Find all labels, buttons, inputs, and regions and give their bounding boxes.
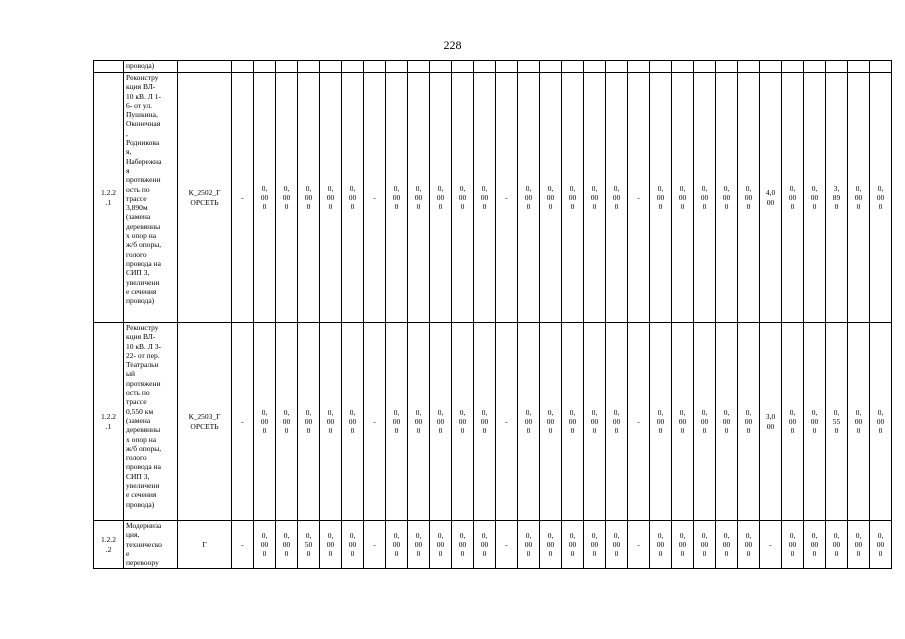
value-cell: 0, 00 0 bbox=[870, 73, 892, 323]
value-cell: 0, 00 0 bbox=[804, 323, 826, 521]
value-cell: 0, 00 0 bbox=[782, 521, 804, 569]
value-cell bbox=[738, 61, 760, 73]
value-cell: 0, 00 0 bbox=[672, 323, 694, 521]
value-cell: 0, 00 0 bbox=[430, 323, 452, 521]
value-cell: 0, 00 0 bbox=[320, 521, 342, 569]
value-cell: 0, 00 0 bbox=[782, 73, 804, 323]
value-cell bbox=[760, 61, 782, 73]
value-cell: 0, 00 0 bbox=[430, 521, 452, 569]
value-cell: 0, 00 0 bbox=[782, 323, 804, 521]
value-cell: 0, 00 0 bbox=[738, 73, 760, 323]
value-cell: 0, 00 0 bbox=[276, 521, 298, 569]
value-cell bbox=[298, 61, 320, 73]
value-cell: 0, 55 0 bbox=[826, 323, 848, 521]
value-cell: 0, 00 0 bbox=[870, 323, 892, 521]
value-cell bbox=[584, 61, 606, 73]
value-cell: 0, 00 0 bbox=[716, 73, 738, 323]
table-row bbox=[94, 323, 892, 521]
value-cell bbox=[364, 61, 386, 73]
value-cell: 0, 00 0 bbox=[320, 73, 342, 323]
value-cell: 0, 00 0 bbox=[386, 323, 408, 521]
row-name-cell: провода) bbox=[124, 61, 178, 73]
table-row bbox=[94, 73, 892, 323]
value-cell: 0, 00 0 bbox=[276, 73, 298, 323]
value-cell: 0, 00 0 bbox=[562, 73, 584, 323]
value-cell bbox=[870, 61, 892, 73]
value-cell: - bbox=[232, 323, 254, 521]
value-cell: 0, 00 0 bbox=[650, 73, 672, 323]
table-row bbox=[94, 521, 892, 569]
value-cell: 0, 00 0 bbox=[694, 323, 716, 521]
value-cell: 0, 00 0 bbox=[672, 73, 694, 323]
value-cell: - bbox=[628, 521, 650, 569]
value-cell bbox=[342, 61, 364, 73]
value-cell bbox=[606, 61, 628, 73]
value-cell: 0, 00 0 bbox=[540, 323, 562, 521]
value-cell: - bbox=[760, 521, 782, 569]
value-cell bbox=[628, 61, 650, 73]
row-name-cell: Модерниза ция, техническо е перевоору bbox=[124, 521, 178, 569]
value-cell: 0, 00 0 bbox=[298, 323, 320, 521]
value-cell: 0, 00 0 bbox=[562, 323, 584, 521]
value-cell bbox=[540, 61, 562, 73]
value-cell: 0, 00 0 bbox=[518, 521, 540, 569]
value-cell: 0, 00 0 bbox=[342, 73, 364, 323]
value-cell: 0, 00 0 bbox=[848, 73, 870, 323]
value-cell: 0, 00 0 bbox=[584, 73, 606, 323]
value-cell: 0, 00 0 bbox=[650, 323, 672, 521]
value-cell: 0, 00 0 bbox=[408, 323, 430, 521]
row-id-cell bbox=[94, 61, 124, 73]
value-cell: 0, 00 0 bbox=[584, 323, 606, 521]
value-cell bbox=[804, 61, 826, 73]
value-cell bbox=[276, 61, 298, 73]
value-cell: 0, 00 0 bbox=[452, 323, 474, 521]
value-cell: 0, 00 0 bbox=[562, 521, 584, 569]
value-cell: 0, 00 0 bbox=[474, 73, 496, 323]
data-table bbox=[93, 60, 892, 569]
value-cell bbox=[408, 61, 430, 73]
value-cell: 0, 00 0 bbox=[650, 521, 672, 569]
value-cell: 0, 00 0 bbox=[738, 521, 760, 569]
value-cell bbox=[452, 61, 474, 73]
value-cell: 0, 00 0 bbox=[584, 521, 606, 569]
row-code-cell: К_2503_Г ОРСЕТЬ bbox=[178, 323, 232, 521]
row-name-cell: Реконстру кция ВЛ- 10 кВ. Л 1- 6- от ул. Пушкина, Оконечная , Родникова я, Набережна я протяжени ость по трассе 3,890м (замена деревянны х опор на ж/б опоры, голого провода на СИП 3, увеличени е сечения провода) bbox=[124, 73, 178, 323]
value-cell bbox=[254, 61, 276, 73]
value-cell bbox=[694, 61, 716, 73]
value-cell bbox=[650, 61, 672, 73]
value-cell: 0, 00 0 bbox=[848, 323, 870, 521]
value-cell: 0, 00 0 bbox=[342, 521, 364, 569]
value-cell: 0, 00 0 bbox=[716, 521, 738, 569]
value-cell bbox=[848, 61, 870, 73]
value-cell: 0, 00 0 bbox=[254, 323, 276, 521]
value-cell: 0, 00 0 bbox=[474, 521, 496, 569]
value-cell bbox=[178, 61, 232, 73]
value-cell bbox=[386, 61, 408, 73]
value-cell bbox=[320, 61, 342, 73]
page-number: 228 bbox=[443, 38, 462, 52]
value-cell: 0, 00 0 bbox=[452, 521, 474, 569]
value-cell: 0, 00 0 bbox=[848, 521, 870, 569]
value-cell bbox=[496, 61, 518, 73]
value-cell: - bbox=[364, 521, 386, 569]
value-cell: 0, 00 0 bbox=[606, 323, 628, 521]
value-cell bbox=[826, 61, 848, 73]
value-cell: 0, 00 0 bbox=[430, 73, 452, 323]
value-cell: 3,0 00 bbox=[760, 323, 782, 521]
value-cell: 0, 00 0 bbox=[298, 73, 320, 323]
table-row bbox=[94, 61, 892, 73]
value-cell: 0, 00 0 bbox=[738, 323, 760, 521]
value-cell: 0, 00 0 bbox=[540, 521, 562, 569]
value-cell: 0, 00 0 bbox=[606, 521, 628, 569]
value-cell: 0, 00 0 bbox=[804, 521, 826, 569]
value-cell: 0, 00 0 bbox=[518, 323, 540, 521]
value-cell bbox=[672, 61, 694, 73]
value-cell: 0, 00 0 bbox=[518, 73, 540, 323]
value-cell: 0, 00 0 bbox=[452, 73, 474, 323]
value-cell: 0, 00 0 bbox=[606, 73, 628, 323]
value-cell: 3, 89 0 bbox=[826, 73, 848, 323]
value-cell: 0, 00 0 bbox=[276, 323, 298, 521]
value-cell: - bbox=[496, 521, 518, 569]
value-cell: 0, 00 0 bbox=[694, 73, 716, 323]
value-cell: 0, 00 0 bbox=[320, 323, 342, 521]
row-id-cell: 1.2.2 .2 bbox=[94, 521, 124, 569]
value-cell: 0, 00 0 bbox=[716, 323, 738, 521]
row-code-cell: Г bbox=[178, 521, 232, 569]
row-code-cell: К_2502_Г ОРСЕТЬ bbox=[178, 73, 232, 323]
value-cell: - bbox=[232, 521, 254, 569]
value-cell: 0, 00 0 bbox=[804, 73, 826, 323]
value-cell: - bbox=[496, 73, 518, 323]
value-cell bbox=[782, 61, 804, 73]
row-id-cell: 1.2.2 .1 bbox=[94, 73, 124, 323]
value-cell: 0, 00 0 bbox=[672, 521, 694, 569]
value-cell: 0, 00 0 bbox=[254, 521, 276, 569]
value-cell bbox=[232, 61, 254, 73]
value-cell bbox=[562, 61, 584, 73]
value-cell: - bbox=[364, 73, 386, 323]
value-cell: 4,0 00 bbox=[760, 73, 782, 323]
value-cell: 0, 00 0 bbox=[254, 73, 276, 323]
value-cell: 0, 00 0 bbox=[408, 73, 430, 323]
value-cell: - bbox=[628, 73, 650, 323]
value-cell bbox=[518, 61, 540, 73]
value-cell bbox=[716, 61, 738, 73]
value-cell: 0, 00 0 bbox=[386, 73, 408, 323]
value-cell: - bbox=[628, 323, 650, 521]
value-cell: 0, 00 0 bbox=[386, 521, 408, 569]
value-cell: - bbox=[364, 323, 386, 521]
row-id-cell: 1.2.2 .1 bbox=[94, 323, 124, 521]
value-cell bbox=[430, 61, 452, 73]
value-cell: 0, 00 0 bbox=[408, 521, 430, 569]
value-cell: - bbox=[232, 73, 254, 323]
value-cell: 0, 00 0 bbox=[694, 521, 716, 569]
value-cell: 0, 00 0 bbox=[540, 73, 562, 323]
value-cell: - bbox=[496, 323, 518, 521]
value-cell: 0, 00 0 bbox=[870, 521, 892, 569]
value-cell: 0, 00 0 bbox=[474, 323, 496, 521]
value-cell: 0, 50 0 bbox=[298, 521, 320, 569]
value-cell: 0, 00 0 bbox=[826, 521, 848, 569]
value-cell: 0, 00 0 bbox=[342, 323, 364, 521]
row-name-cell: Реконстру кция ВЛ- 10 кВ. Л 3- 22- от пер. Театральн ый протяжени ость по трассе 0,550 км (замена деревянны х опор на ж/б опоры, голого провода на СИП 3, увеличени е сечения провода) bbox=[124, 323, 178, 521]
value-cell bbox=[474, 61, 496, 73]
